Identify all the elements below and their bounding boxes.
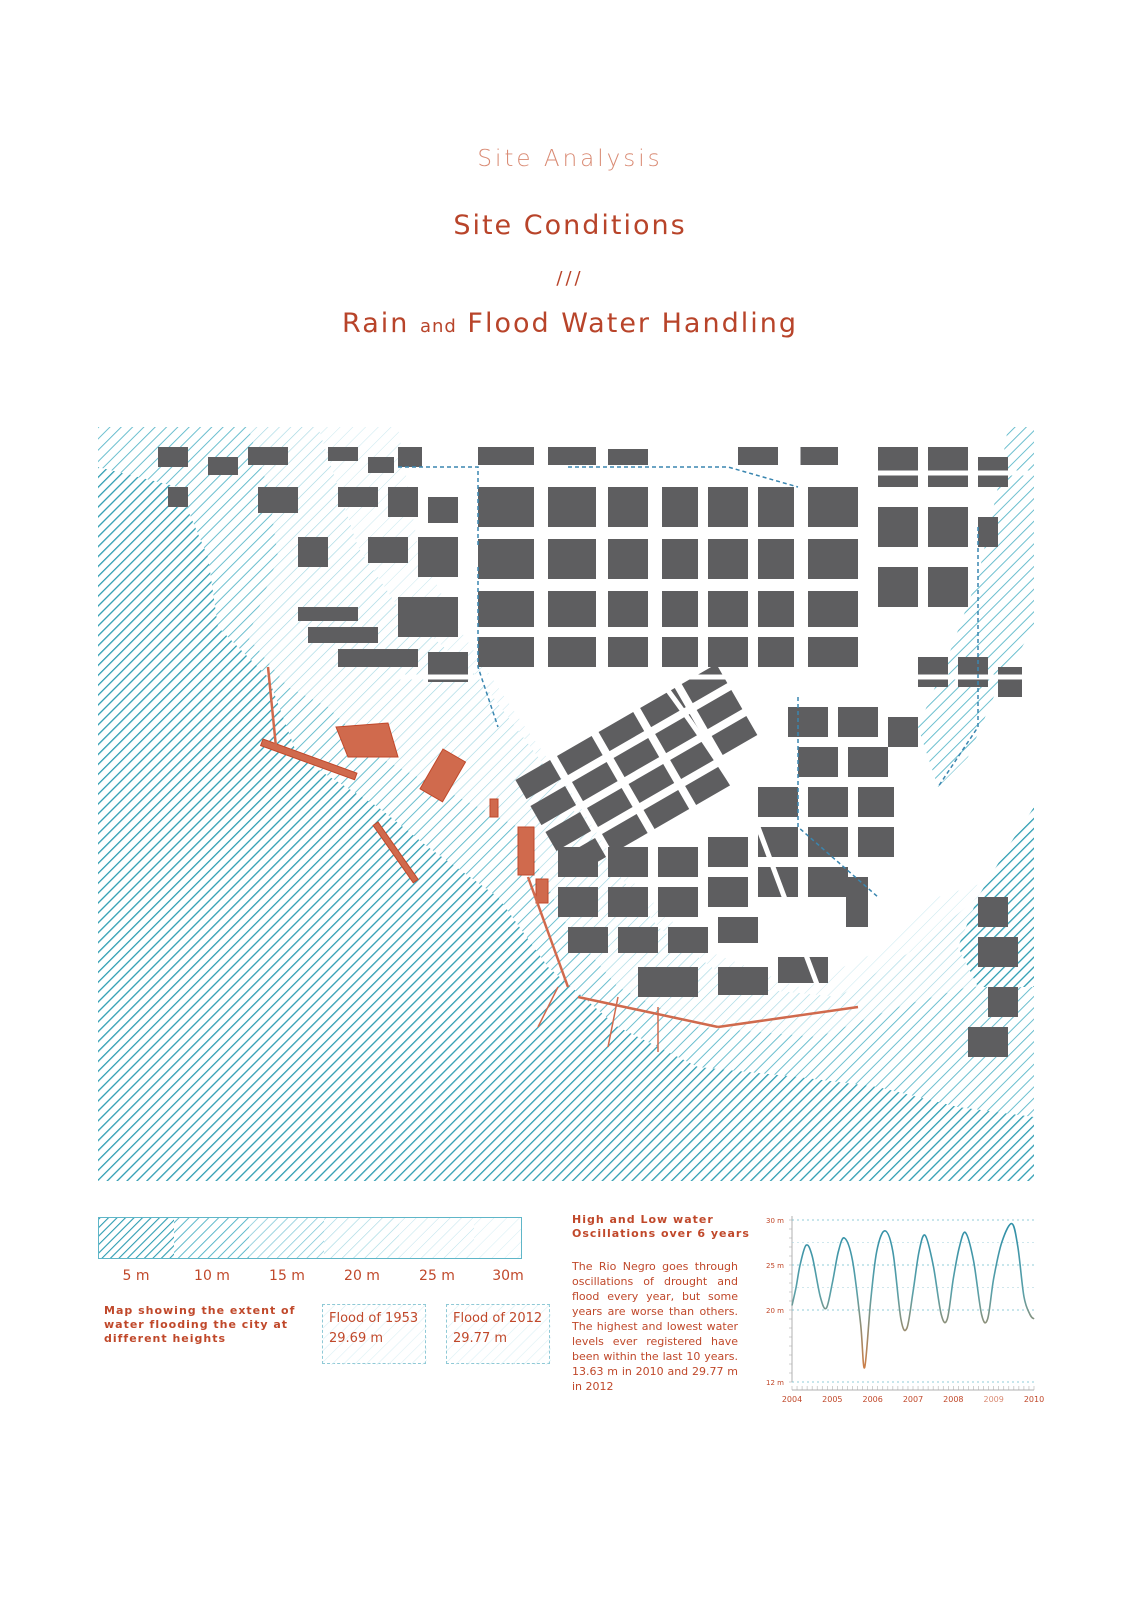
legend-swatch-30m (474, 1218, 521, 1258)
subtitle-part-b: Flood Water Handling (467, 308, 798, 339)
flood-1953-label: Flood of 1953 (329, 1311, 419, 1326)
legend-label-10m: 10 m (194, 1268, 230, 1284)
legend-swatch-10m (174, 1218, 249, 1258)
section-heading: Site Analysis (477, 146, 663, 172)
height-legend-bar (98, 1217, 522, 1259)
chart-info-title: High and Low water Oscillations over 6 years (572, 1213, 750, 1240)
chart-x-tick-label: 2005 (822, 1395, 843, 1404)
height-legend-labels (98, 1268, 538, 1290)
subtitle-and: and (419, 316, 457, 337)
water-level-chart (752, 1212, 1045, 1422)
legend-label-20m: 20 m (344, 1268, 380, 1284)
page-subtitle (0, 308, 1140, 339)
flood-2012-value: 29.77 m (453, 1331, 508, 1346)
title-separator: /// (556, 268, 584, 289)
chart-water-level-line (792, 1224, 1034, 1368)
chart-x-tick-label: 2006 (862, 1395, 883, 1404)
chart-y-tick-label: 30 m (766, 1217, 784, 1225)
chart-y-tick-label: 20 m (766, 1307, 784, 1315)
legend-label-30m: 30m (492, 1268, 524, 1284)
legend-swatch-15m (249, 1218, 324, 1258)
legend-label-5m: 5 m (122, 1268, 150, 1284)
chart-x-tick-label: 2004 (781, 1395, 803, 1404)
legend-swatch-5m (99, 1218, 174, 1258)
chart-x-tick-label: 2007 (902, 1395, 924, 1404)
chart-x-tick-label: 2010 (1023, 1395, 1045, 1404)
flood-map (98, 427, 1034, 1181)
chart-info-body: The Rio Negro goes through oscillations of drought and flood every year, but some years are worse than others. The highest and lowest water levels ever registered have been within the last 10 years. 13.63 m in 2010 and 29.77 m in 2012 (572, 1260, 738, 1393)
legend-description: Map showing the extent of water flooding the city at different heights (104, 1304, 296, 1345)
legend-label-15m: 15 m (269, 1268, 305, 1284)
chart-x-tick-label: 2008 (943, 1395, 964, 1404)
flood-2012-box (446, 1304, 550, 1364)
subtitle-part-a: Rain (342, 308, 410, 339)
legend-swatch-20m (324, 1218, 399, 1258)
chart-y-tick-label: 25 m (766, 1262, 784, 1270)
flood-2012-label: Flood of 2012 (453, 1311, 543, 1326)
flood-1953-box (322, 1304, 426, 1364)
page-title: Site Conditions (453, 210, 687, 241)
chart-x-tick-label: 2009 (983, 1395, 1004, 1404)
chart-y-tick-label: 12 m (766, 1379, 784, 1387)
flood-1953-value: 29.69 m (329, 1331, 384, 1346)
legend-label-25m: 25 m (419, 1268, 455, 1284)
legend-swatch-25m (399, 1218, 474, 1258)
